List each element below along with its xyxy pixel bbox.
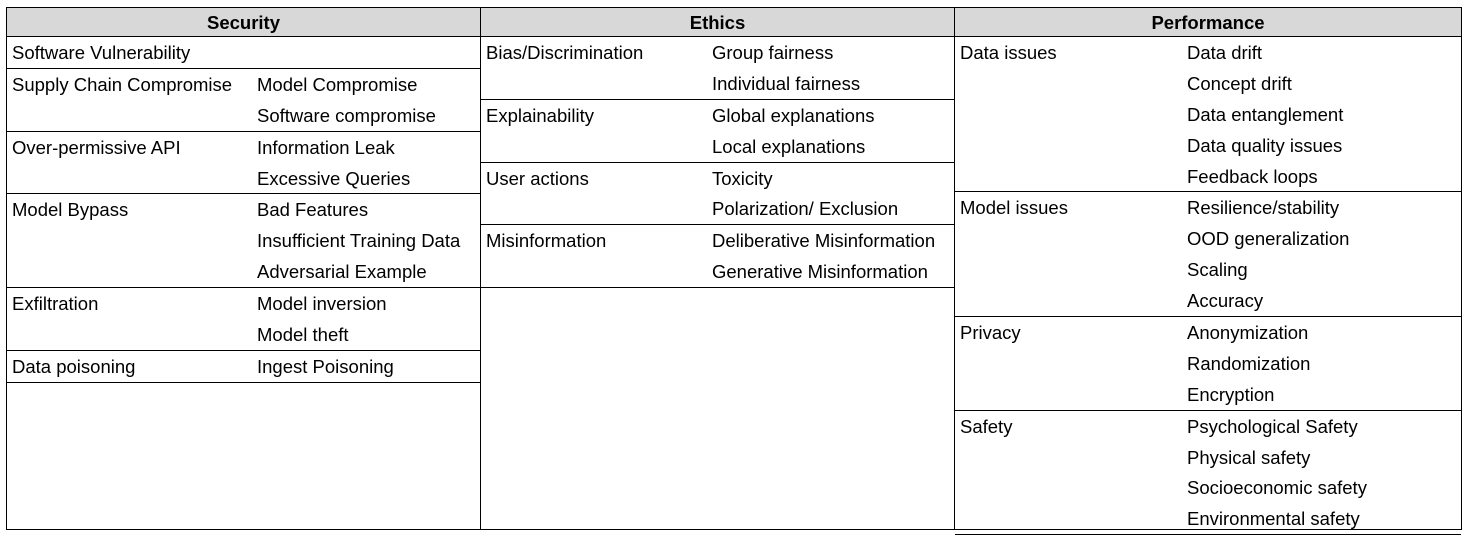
table-row [481,131,954,162]
performance-group [955,37,1461,192]
performance-group [955,192,1461,317]
category-cell: Model issues [960,197,1068,219]
category-cell: Over-permissive API [12,136,181,158]
item-cell: Concept drift [1187,72,1292,94]
item-cell: Encryption [1187,383,1275,405]
item-cell: Bad Features [257,199,369,221]
item-cell: Group fairness [712,42,834,63]
item-cell: Toxicity [712,167,773,189]
table-row [7,319,480,350]
table-row [7,100,480,131]
item-cell: Software compromise [257,104,436,126]
category-cell: Model Bypass [12,199,129,221]
item-cell: Local explanations [712,135,866,157]
table-row [7,256,480,287]
category-cell: Software Vulnerability [12,42,191,63]
security-groups [7,37,480,383]
table-row [481,100,954,131]
item-cell: Insufficient Training Data [257,230,461,252]
table-row [481,68,954,99]
category-cell: Data issues [960,42,1057,63]
category-cell: Data poisoning [12,355,136,377]
item-cell: Physical safety [1187,446,1311,468]
performance-group [955,411,1461,536]
category-cell: Supply Chain Compromise [12,73,233,95]
table-row [955,192,1461,223]
table-row [481,193,954,224]
table-row [955,411,1461,442]
column-performance [954,8,1461,529]
item-cell: Deliberative Misinformation [712,230,936,252]
category-cell: Misinformation [486,230,607,252]
category-cell: Privacy [960,322,1021,344]
ethics-group [481,225,954,288]
item-cell: Ingest Poisoning [257,355,394,377]
column-header-security: Security [7,8,480,37]
table-row [955,223,1461,254]
item-cell: Model Compromise [257,73,418,95]
item-cell: OOD generalization [1187,228,1350,250]
item-cell: Model inversion [257,293,387,315]
table-row [7,132,480,163]
table-row [7,69,480,100]
security-group [7,132,480,195]
item-cell: Data entanglement [1187,103,1344,125]
table-row [7,194,480,225]
item-cell: Scaling [1187,259,1248,281]
item-cell: Environmental safety [1187,508,1360,530]
item-cell: Resilience/stability [1187,197,1340,219]
table-row [955,254,1461,285]
item-cell: Feedback loops [1187,165,1318,187]
category-cell: User actions [486,167,589,189]
item-cell: Polarization/ Exclusion [712,198,899,220]
column-header-performance: Performance [955,8,1461,37]
item-cell: Data quality issues [1187,134,1343,156]
column-security [7,8,480,529]
item-cell: Socioeconomic safety [1187,477,1367,499]
item-cell: Individual fairness [712,72,861,94]
table-row [7,225,480,256]
security-group [7,288,480,351]
item-cell: Anonymization [1187,322,1309,344]
item-cell: Excessive Queries [257,167,411,189]
table-row [955,379,1461,410]
security-group [7,69,480,132]
table-row [481,163,954,194]
item-cell: Generative Misinformation [712,261,928,283]
ethics-group [481,37,954,100]
table-row [955,99,1461,130]
table-row [955,68,1461,99]
item-cell: Data drift [1187,42,1263,63]
category-cell: Exfiltration [12,293,99,315]
table-row [7,351,480,382]
security-group [7,194,480,288]
table-row [7,163,480,194]
table-row [481,37,954,68]
item-cell: Psychological Safety [1187,415,1358,437]
table-row [955,442,1461,473]
table-row [955,348,1461,379]
security-group [7,351,480,383]
ethics-group [481,100,954,163]
risk-taxonomy-table [6,7,1462,530]
category-cell: Explainability [486,104,594,126]
ethics-groups [481,37,954,288]
column-header-ethics: Ethics [481,8,954,37]
performance-group [955,317,1461,411]
item-cell: Global explanations [712,104,875,126]
table-row [955,472,1461,503]
table-row [7,37,480,68]
item-cell: Model theft [257,324,349,346]
category-cell: Bias/Discrimination [486,42,644,63]
column-ethics [480,8,954,529]
table-row [955,317,1461,348]
item-cell: Adversarial Example [257,261,427,283]
table-row [955,161,1461,192]
item-cell: Randomization [1187,352,1311,374]
ethics-group [481,163,954,226]
table-row [481,256,954,287]
table-row [955,37,1461,68]
table-row [7,288,480,319]
table-row [955,130,1461,161]
item-cell: Accuracy [1187,290,1264,312]
security-group [7,37,480,69]
table-row [481,225,954,256]
table-row [955,285,1461,316]
category-cell: Safety [960,415,1013,437]
performance-groups [955,37,1461,535]
table-row [955,503,1461,534]
item-cell: Information Leak [257,136,395,158]
